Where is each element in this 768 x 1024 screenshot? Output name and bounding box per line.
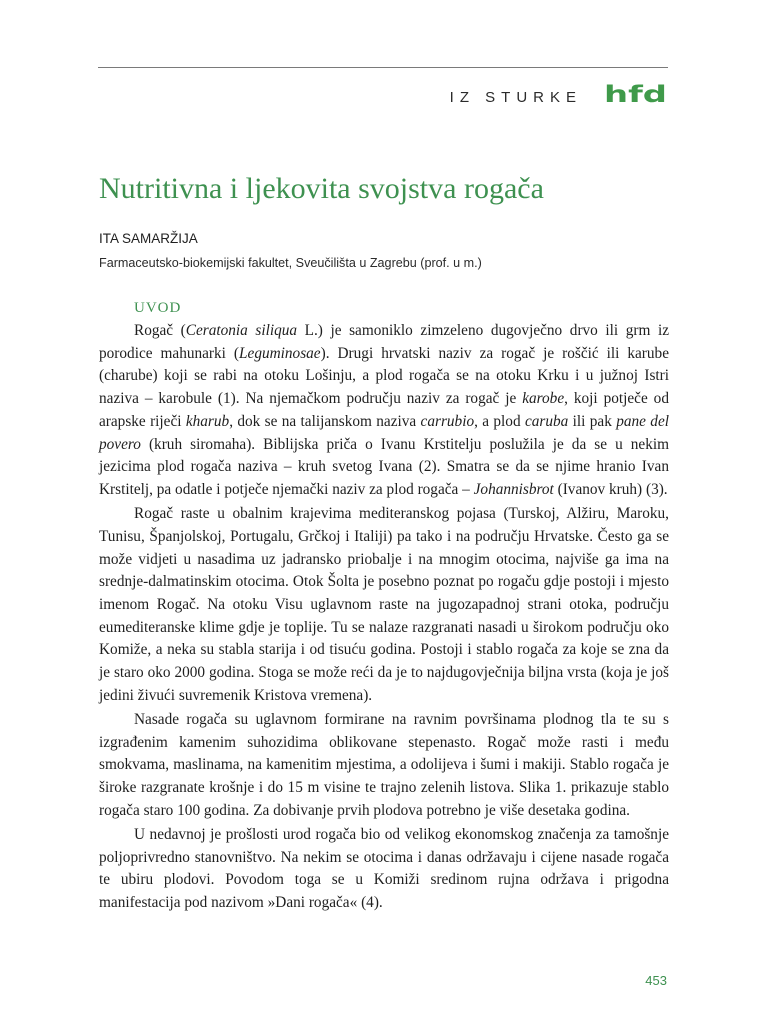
article-body [99, 320, 669, 916]
paragraph-1: Rogač (Ceratonia siliqua L.) je samoniklo zimzeleno dugovječno drvo ili grm iz porodice mahunarki (Leguminosae). Drugi hrvatski naziv za rogač je roščić ili karube (charube) koji se rabi na otoku Lošinju, a plod rogača se na otoku Krku i u južnoj Istri naziva – karobule (1). Na njemačkom području naziv za rogač je karobe, koji potječe od arapske riječi kharub, dok se na talijanskom naziva carrubio, a plod caruba ili pak pane del povero (kruh siromaha). Biblijska priča o Ivanu Krstitelju poslužila je da se u nekim jezicima plod rogača naziva – kruh svetog Ivana (2). Smatra se da se njime hranio Ivan Krstitelj, pa odatle i potječe njemački naziv za plod rogača – Johannisbrot (Ivanov kruh) (3). [99, 322, 670, 498]
header-rule [98, 67, 668, 68]
section-label: IZ STURKE [449, 89, 582, 106]
author-name: ITA SAMARŽIJA [99, 231, 198, 246]
hfd-logo [603, 79, 669, 107]
author-affiliation: Farmaceutsko-biokemijski fakultet, Sveučilišta u Zagrebu (prof. u m.) [99, 256, 482, 270]
section-heading-uvod: UVOD [134, 300, 182, 316]
logo-text: hfd [604, 82, 667, 107]
article-title: Nutritivna i ljekovita svojstva rogača [99, 172, 544, 205]
page-number: 453 [645, 973, 667, 988]
paragraph-4: U nedavnoj je prošlosti urod rogača bio od velikog ekonomskog značenja za tamošnje poljoprivredno stanovništvo. Na nekim se otocima i danas održavaju i cijene nasade rogača te ubiru plodovi. Povodom toga se u Komiži sredinom rujna održava i prigodna manifestacija pod nazivom »Dani rogača« (4). [99, 825, 669, 912]
paragraph-3: Nasade rogača su uglavnom formirane na ravnim površinama plodnog tla te su s izgrađenim kamenim suhozidima oblikovane stepenasto. Rogač može rasti i među smokvama, maslinama, na kamenitim mjestima, a odolijeva i šumi i makiji. Stablo rogača je široke razgranate krošnje i do 15 m visine te trajno zelenih listova. Slika 1. prikazuje stablo rogača staro 100 godina. Za dobivanje prvih plodova potrebno je više desetaka godina. [99, 710, 669, 819]
paragraph-2: Rogač raste u obalnim krajevima mediteranskog pojasa (Turskoj, Alžiru, Maroku, Tunisu, Španjolskoj, Portugalu, Grčkoj i Italiji) pa tako i na području Hrvatske. Često ga se može vidjeti u nasadima uz jadransko priobalje i na mnogim otocima, najviše ga ima na srednje-dalmatinskim otocima. Otok Šolta je posebno poznat po rogaču gdje postoji i mjesto imenom Rogač. Na otoku Visu uglavnom raste na jugozapadnoj strani otoka, području eumediteranske klime gdje je toplije. Tu se nalaze razgranati nasadi u širokom području oko Komiže, a neka su stabla starija i od tisuću godina. Postoji i stablo rogača za koje se zna da je staro oko 2000 godina. Stoga se može reći da je to najdugovječnija biljna vrsta (koja je još jedini živući suvremenik Kristova vremena). [99, 505, 669, 704]
